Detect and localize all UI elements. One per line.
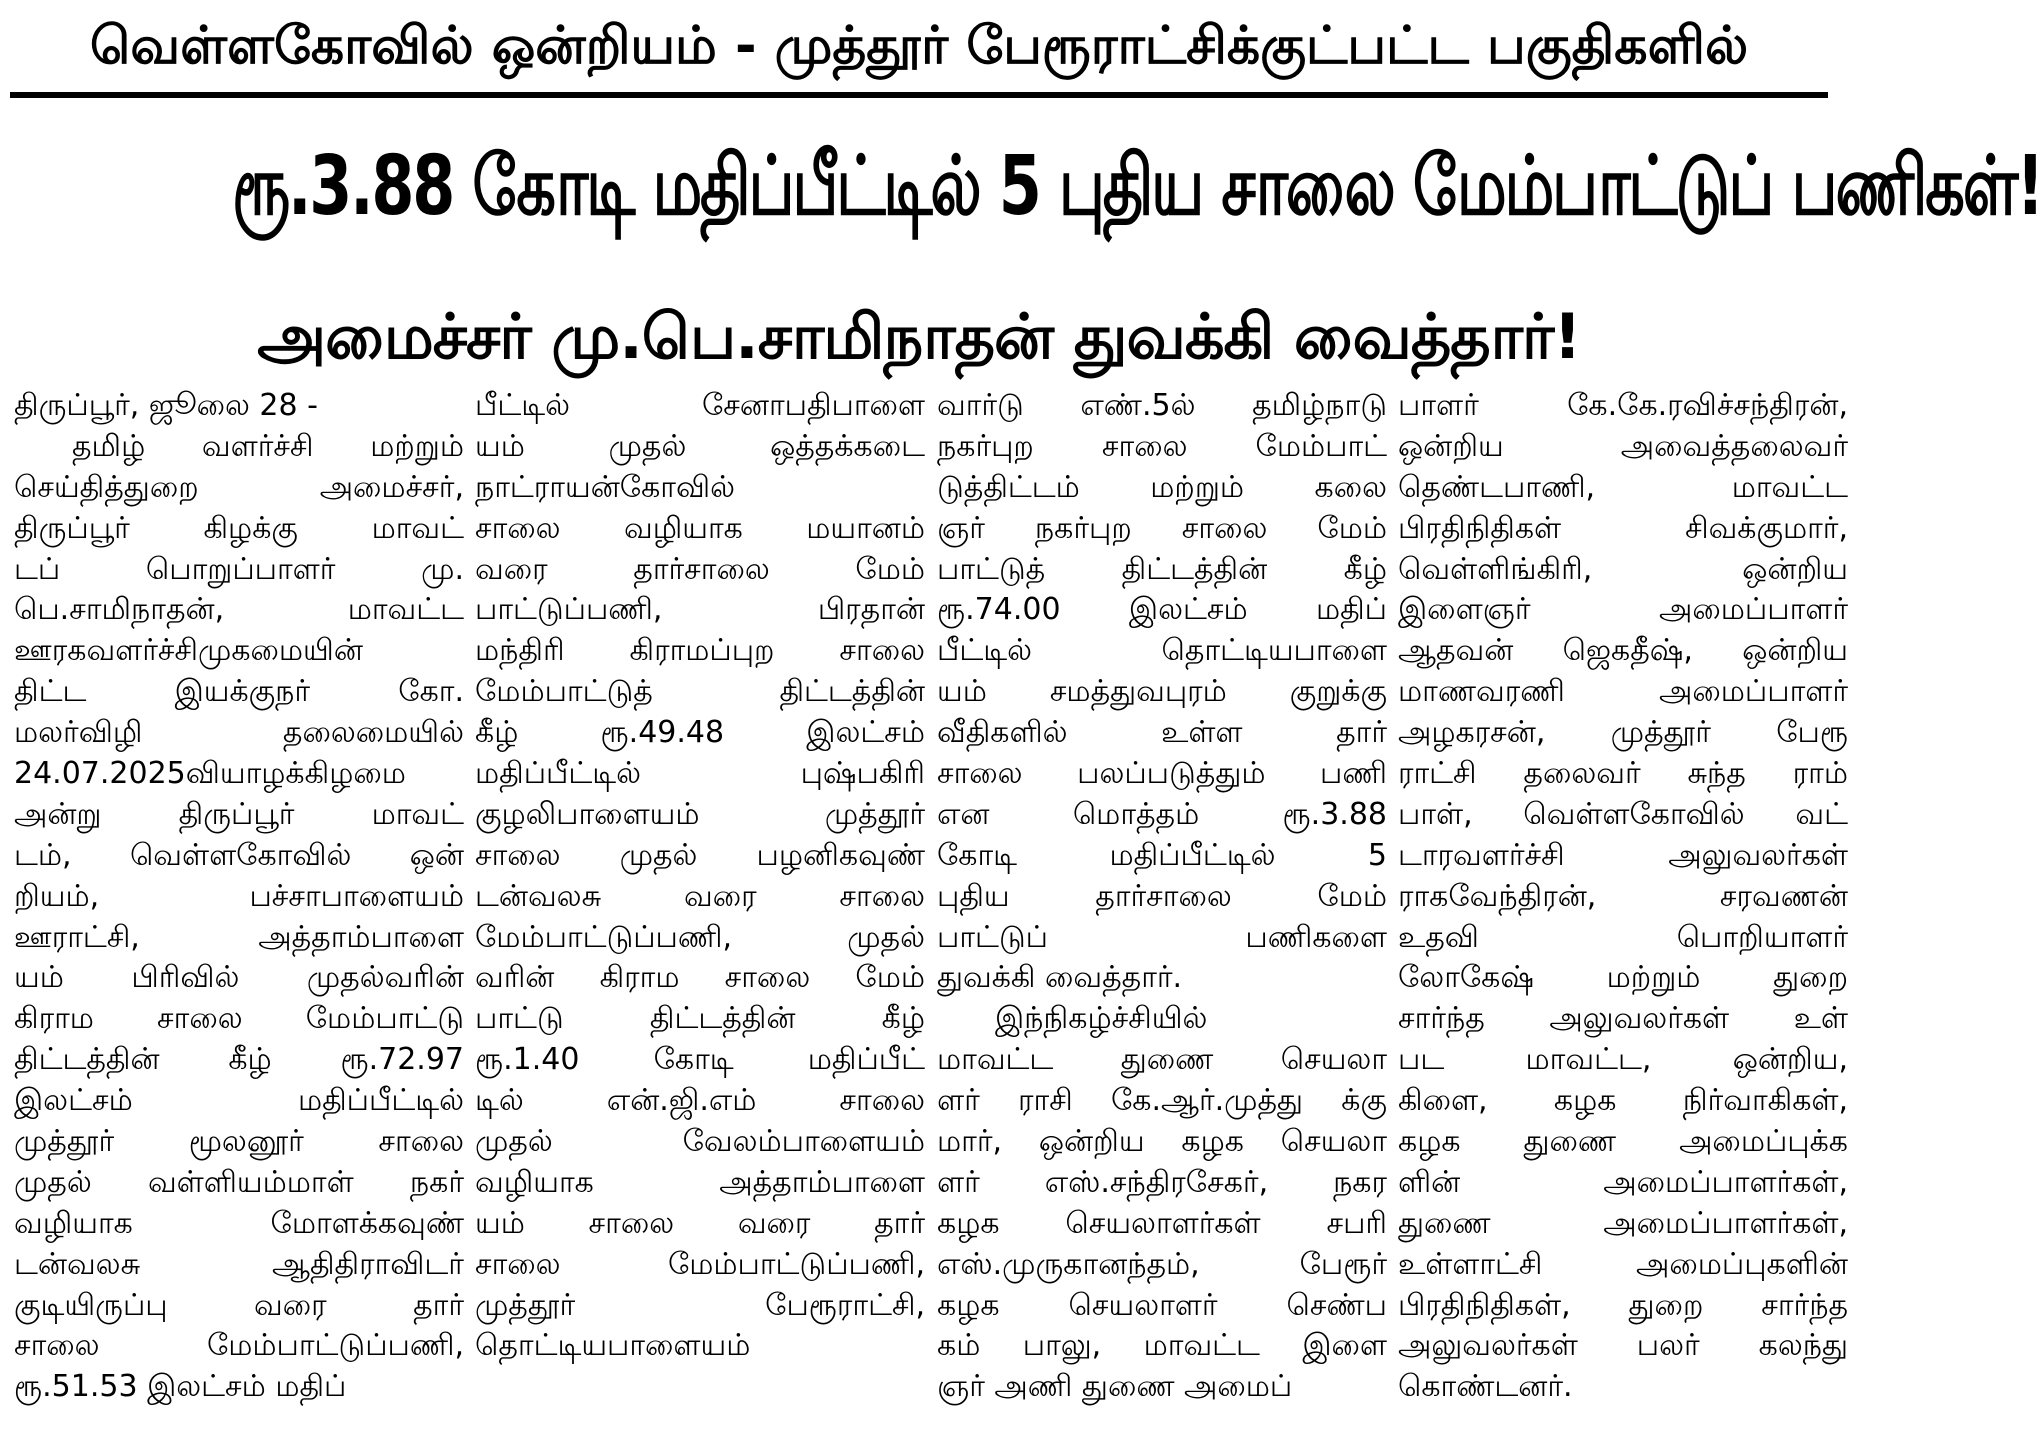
text-line: யம் சமத்துவபுரம் குறுக்கு <box>937 674 1387 710</box>
text-line: திட்டத்தின் கீழ் ரூ.72.97 <box>14 1042 464 1078</box>
text-line: வரின் கிராம சாலை மேம் <box>475 960 925 996</box>
text-line: ஊரகவளர்ச்சிமுகமையின் <box>14 633 363 669</box>
text-line: பாட்டுத் திட்டத்தின் கீழ் <box>937 551 1387 587</box>
text-line: கழக செயலாளர்கள் சபரி <box>937 1205 1387 1241</box>
text-line: வழியாக மோளக்கவுண் <box>14 1205 464 1241</box>
text-line: நகர்புற சாலை மேம்பாட் <box>937 428 1387 464</box>
text-line: டில் என்.ஜி.எம் சாலை <box>475 1083 925 1119</box>
text-line: அன்று திருப்பூர் மாவட் <box>14 796 464 832</box>
text-line: மார், ஒன்றிய கழக செயலா <box>937 1124 1387 1160</box>
text-line: பிரதிநிதிகள் சிவக்குமார், <box>1398 510 1848 546</box>
text-line: ராகவேந்திரன், சரவணன் <box>1398 878 1848 914</box>
text-line: குழலிபாளையம் முத்தூர் <box>475 796 925 832</box>
text-line: ஆதவன் ஜெகதீஷ், ஒன்றிய <box>1398 633 1848 669</box>
text-line: டுத்திட்டம் மற்றும் கலை <box>937 469 1387 505</box>
text-line: கழக துணை அமைப்புக்க <box>1398 1124 1848 1160</box>
text-line: யம் பிரிவில் முதல்வரின் <box>14 960 464 996</box>
headline: ரூ.3.88 கோடி மதிப்பீட்டில் 5 புதிய சாலை மேம்பாட்டுப் பணிகள்! <box>232 139 2042 234</box>
text-line: அழகரசன், முத்தூர் பேரூ <box>1398 715 1848 751</box>
text-line: முத்தூர் மூலனூர் சாலை <box>14 1124 464 1160</box>
text-line: கழக செயலாளர் செண்ப <box>937 1287 1387 1323</box>
text-line: முதல் வள்ளியம்மாள் நகர் <box>14 1164 464 1200</box>
subheadline: அமைச்சர் மு.பெ.சாமிநாதன் துவக்கி வைத்தார்! <box>257 300 1581 373</box>
text-line: மேம்பாட்டுத் திட்டத்தின் <box>475 674 925 710</box>
text-line: நாட்ராயன்கோவில் <box>475 469 735 505</box>
text-line: துணை அமைப்பாளர்கள், <box>1398 1205 1848 1241</box>
text-line: ளின் அமைப்பாளர்கள், <box>1398 1164 1848 1200</box>
text-line: கிளை, கழக நிர்வாகிகள், <box>1398 1083 1848 1119</box>
text-line: கம் பாலு, மாவட்ட இளை <box>937 1328 1387 1364</box>
text-line: திருப்பூர் கிழக்கு மாவட் <box>14 510 464 546</box>
text-line: வழியாக அத்தாம்பாளை <box>475 1164 925 1200</box>
text-line: ஊராட்சி, அத்தாம்பாளை <box>14 919 464 955</box>
text-line: திட்ட இயக்குநர் கோ. <box>14 674 464 710</box>
text-line: மாணவரணி அமைப்பாளர் <box>1398 674 1848 710</box>
text-line: பாளர் கே.கே.ரவிச்சந்திரன், <box>1398 388 1848 423</box>
text-line: துவக்கி வைத்தார். <box>937 960 1183 996</box>
text-line: பட மாவட்ட, ஒன்றிய, <box>1398 1042 1848 1078</box>
kicker-rule <box>10 92 1828 98</box>
text-line: ரூ.1.40 கோடி மதிப்பீட் <box>475 1042 925 1078</box>
text-line: ஒன்றிய அவைத்தலைவர் <box>1398 428 1848 464</box>
text-line: வீதிகளில் உள்ள தார் <box>937 715 1387 751</box>
text-line: இலட்சம் மதிப்பீட்டில் <box>14 1083 464 1119</box>
text-line: வார்டு எண்.5ல் தமிழ்நாடு <box>937 388 1387 423</box>
text-line: மேம்பாட்டுப்பணி, முதல் <box>475 919 925 955</box>
text-line: இந்நிகழ்ச்சியில் <box>995 1001 1208 1037</box>
text-line: சார்ந்த அலுவலர்கள் உள் <box>1398 1001 1848 1037</box>
text-line: டம், வெள்ளகோவில் ஒன் <box>14 837 464 873</box>
text-line: கிராம சாலை மேம்பாட்டு <box>14 1001 464 1037</box>
text-line: பாட்டு திட்டத்தின் கீழ் <box>475 1001 925 1037</box>
article-column-1 <box>14 386 464 1436</box>
text-line: சாலை முதல் பழனிகவுண் <box>475 837 925 873</box>
text-line: கொண்டனர். <box>1398 1369 1573 1405</box>
text-line: றியம், பச்சாபாளையம் <box>14 878 464 914</box>
text-line: அலுவலர்கள் பலர் கலந்து <box>1398 1328 1848 1364</box>
text-line: இளைஞர் அமைப்பாளர் <box>1398 592 1848 628</box>
article-column-4 <box>1398 386 1848 1436</box>
text-line: திருப்பூர், ஜூலை 28 - <box>14 388 318 423</box>
text-line: தமிழ் வளர்ச்சி மற்றும் <box>72 428 464 464</box>
text-line: பீட்டில் தொட்டியபாளை <box>937 633 1387 669</box>
text-line: ரூ.51.53 இலட்சம் மதிப் <box>14 1369 347 1405</box>
text-line: தொட்டியபாளையம் <box>475 1328 751 1364</box>
text-line: மலர்விழி தலைமையில் <box>14 715 464 751</box>
text-line: ரூ.74.00 இலட்சம் மதிப் <box>937 592 1387 628</box>
article-column-3 <box>937 386 1387 1436</box>
text-line: பாட்டுப்பணி, பிரதான் <box>475 592 925 628</box>
text-line: தெண்டபாணி, மாவட்ட <box>1398 469 1848 505</box>
text-line: ராட்சி தலைவர் சுந்த ராம் <box>1398 756 1848 792</box>
text-line: ஞர் அணி துணை அமைப் <box>937 1369 1293 1405</box>
text-line: மதிப்பீட்டில் புஷ்பகிரி <box>475 756 925 792</box>
text-line: கீழ் ரூ.49.48 இலட்சம் <box>475 715 925 751</box>
text-line: டன்வலசு வரை சாலை <box>475 878 925 914</box>
text-line: பெ.சாமிநாதன், மாவட்ட <box>14 592 464 628</box>
text-line: டாரவளர்ச்சி அலுவலர்கள் <box>1398 837 1848 873</box>
text-line: கோடி மதிப்பீட்டில் 5 <box>937 837 1387 873</box>
text-line: ஞர் நகர்புற சாலை மேம் <box>937 510 1387 546</box>
kicker-line: வெள்ளகோவில் ஒன்றியம் - முத்தூர் பேரூராட்சிக்குட்பட்ட பகுதிகளில் <box>89 16 1749 76</box>
text-line: பிரதிநிதிகள், துறை சார்ந்த <box>1398 1287 1848 1323</box>
text-line: முதல் வேலம்பாளையம் <box>475 1124 925 1160</box>
text-line: டப் பொறுப்பாளர் மு. <box>14 551 464 587</box>
text-line: டன்வலசு ஆதிதிராவிடர் <box>14 1246 464 1282</box>
text-line: சாலை பலப்படுத்தும் பணி <box>937 756 1387 792</box>
text-line: மந்திரி கிராமப்புற சாலை <box>475 633 925 669</box>
text-line: என மொத்தம் ரூ.3.88 <box>937 796 1387 832</box>
text-line: குடியிருப்பு வரை தார் <box>14 1287 464 1323</box>
text-line: 24.07.2025வியாழக்கிழமை <box>14 756 406 792</box>
text-line: ளர் ராசி கே.ஆர்.முத்து க்கு <box>937 1083 1387 1119</box>
text-line: யம் சாலை வரை தார் <box>475 1205 925 1241</box>
text-line: பாட்டுப் பணிகளை <box>937 919 1387 955</box>
text-line: பாள், வெள்ளகோவில் வட் <box>1398 796 1848 832</box>
text-line: சாலை மேம்பாட்டுப்பணி, <box>14 1328 464 1364</box>
text-line: புதிய தார்சாலை மேம் <box>937 878 1387 914</box>
text-line: சாலை மேம்பாட்டுப்பணி, <box>475 1246 925 1282</box>
text-line: உதவி பொறியாளர் <box>1398 919 1848 955</box>
text-line: ளர் எஸ்.சந்திரசேகர், நகர <box>937 1164 1387 1200</box>
text-line: எஸ்.முருகானந்தம், பேரூர் <box>937 1246 1387 1282</box>
text-line: சாலை வழியாக மயானம் <box>475 510 925 546</box>
text-line: முத்தூர் பேரூராட்சி, <box>475 1287 925 1323</box>
article-column-2 <box>475 386 925 1436</box>
text-line: பீட்டில் சேனாபதிபாளை <box>475 388 925 423</box>
text-line: வெள்ளிங்கிரி, ஒன்றிய <box>1398 551 1848 587</box>
text-line: மாவட்ட துணை செயலா <box>937 1042 1387 1078</box>
text-line: லோகேஷ் மற்றும் துறை <box>1398 960 1848 996</box>
text-line: வரை தார்சாலை மேம் <box>475 551 925 587</box>
text-line: யம் முதல் ஒத்தக்கடை <box>475 428 925 464</box>
text-line: உள்ளாட்சி அமைப்புகளின் <box>1398 1246 1848 1282</box>
text-line: செய்தித்துறை அமைச்சர், <box>14 469 464 505</box>
